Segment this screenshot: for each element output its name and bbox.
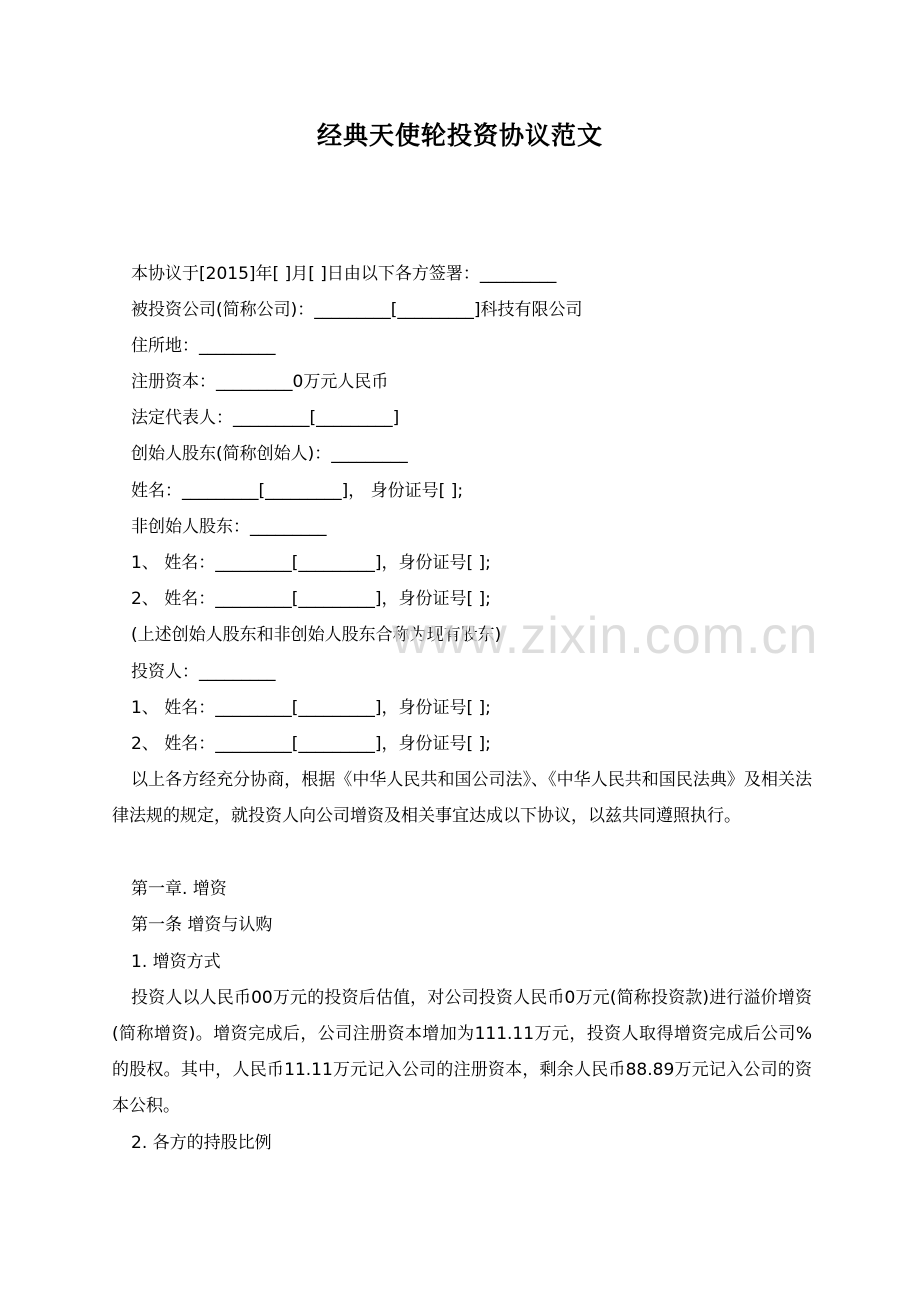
investor-1-line: 1、 姓名：_________[_________]，身份证号[ ]; (131, 698, 491, 718)
company-line: 被投资公司(简称公司)：_________[_________]科技有限公司 (131, 300, 583, 320)
article-heading: 第一条 增资与认购 (131, 915, 273, 935)
non-founder-2-line: 2、 姓名：_________[_________]，身份证号[ ]; (131, 589, 491, 609)
non-founder-1-line: 1、 姓名：_________[_________]，身份证号[ ]; (131, 553, 491, 573)
registered-capital-line: 注册资本：_________0万元人民币 (131, 372, 389, 392)
signing-date-line: 本协议于[2015]年[ ]月[ ]日由以下各方签署：_________ (131, 264, 557, 284)
legal-representative-line: 法定代表人：_________[_________] (131, 408, 400, 428)
founder-name-line: 姓名：_________[_________]， 身份证号[ ]; (131, 481, 464, 501)
founder-shareholder-line: 创始人股东(简称创始人)：_________ (131, 444, 408, 464)
non-founder-shareholder-line: 非创始人股东：_________ (131, 517, 327, 537)
site-watermark: www.zixin.com.cn (392, 607, 819, 665)
section-heading-1: 1. 增资方式 (131, 952, 221, 972)
document-title: 经典天使轮投资协议范文 (316, 121, 603, 150)
address-line: 住所地：_________ (131, 336, 276, 356)
section-heading-2: 2. 各方的持股比例 (131, 1133, 272, 1153)
capital-increase-paragraph: 投资人以人民币00万元的投资后估值，对公司投资人民币0万元(简称投资款)进行溢价增资(简称增资)。增资完成后，公司注册资本增加为111.11万元，投资人取得增资完成后公司%的股权。其中，人民币11.11万元记入公司的注册资本，剩余人民币88.89万元记入公司的资本公积。 (112, 988, 812, 1116)
investor-line: 投资人：_________ (131, 662, 276, 682)
investor-2-line: 2、 姓名：_________[_________]，身份证号[ ]; (131, 734, 491, 754)
existing-shareholders-note: (上述创始人股东和非创始人股东合称为现有股东) (131, 625, 502, 645)
chapter-heading: 第一章. 增资 (131, 879, 227, 899)
agreement-preamble-paragraph: 以上各方经充分协商，根据《中华人民共和国公司法》、《中华人民共和国民法典》及相关法律法规的规定，就投资人向公司增资及相关事宜达成以下协议，以兹共同遵照执行。 (112, 770, 812, 826)
